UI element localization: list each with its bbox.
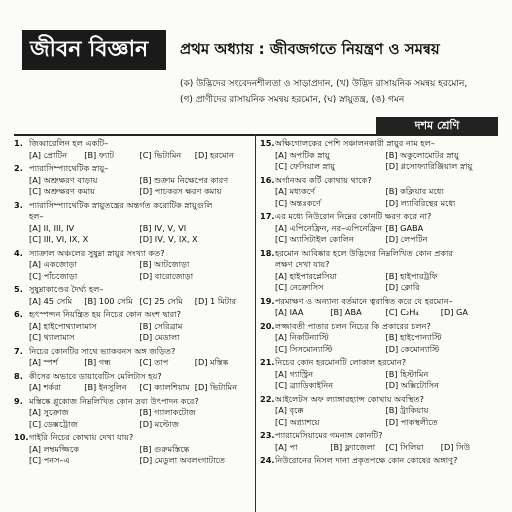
answer-option: [D] মল্টোজ <box>139 418 180 429</box>
answer-option: [D] অক্সিটোসিন <box>385 380 440 390</box>
answer-option: [B] ইনসুলিন <box>84 382 127 392</box>
question-text: জিব্বারেলিন হল একটি– <box>29 138 109 148</box>
answer-option: [A] IAA <box>275 307 304 317</box>
question-number: 2. <box>14 163 23 173</box>
answer-option: [D] মস্তিষ্ক <box>194 357 229 367</box>
question-text: এর মধ্যে নিউরোন নিম্নের কোনটি ক্ষরণ করে না? <box>275 211 432 221</box>
answer-option: [C] 25 সেমি <box>139 295 183 306</box>
question-number: 15. <box>260 138 275 148</box>
answer-option: [B] হাইপারট্রফি <box>385 270 438 281</box>
answer-options <box>14 357 250 369</box>
answer-option: [B] শুক্রাম নিক্ষেপের কারণ <box>139 174 229 185</box>
answer-option: [A] প্রোটিন <box>29 149 68 160</box>
question-text: আইলেটস অফ ল্যাঙ্গারহ্যান্স কোথায় অবস্থিত? <box>275 393 425 404</box>
answer-option: [A] 45 সেমি <box>29 295 73 306</box>
answer-option: [C] ক্যালশিয়াম <box>139 382 190 392</box>
question-text: প্যারাসিম্প্যাথেটিক স্নায়ুতন্ত্রের অন্তর্গত করোটিক স্নায়ুগুলি <box>29 199 213 210</box>
question-number: 3. <box>14 199 23 210</box>
question-row <box>14 309 250 321</box>
question-item <box>260 175 496 210</box>
question-text: অর্গানঅব কর্টি কোথায় থাকে? <box>275 174 372 185</box>
answer-options <box>260 186 496 209</box>
question-number: 21. <box>260 357 275 367</box>
answer-option: [D] পাচকরস ক্ষরণ কমায় <box>139 186 222 196</box>
question-number: 9. <box>14 395 23 406</box>
answer-option: [A] লম্বমজ্জিকে <box>29 443 80 454</box>
answer-options <box>14 321 250 344</box>
question-text: হৃৎস্পন্দন নিয়ন্ত্রিত হয় নিচের কোন অংশ দ্বারা? <box>29 309 181 319</box>
question-item <box>260 357 496 392</box>
answer-option: [B] কক্লিয়ার মধ্যে <box>385 186 444 196</box>
question-row <box>14 200 250 212</box>
answer-options <box>14 296 250 308</box>
answer-option: [C] ডেক্সট্রোজ <box>29 418 78 429</box>
answer-options <box>260 307 496 319</box>
question-row <box>260 211 496 223</box>
question-row <box>14 371 250 383</box>
answer-option: [D] ল্যাবিরিন্থের মধ্যে <box>385 197 456 208</box>
answer-option: [C] অশ্রুক্ষরণ কমায় <box>29 186 95 196</box>
question-number: 20. <box>260 320 275 331</box>
question-row <box>14 284 250 296</box>
question-text: পরমাক্ষণ ও অন্যান্য বর্তমানে ত্বরান্বিত করে যে হরমোন– <box>275 295 453 306</box>
question-item <box>260 321 496 356</box>
question-number: 17. <box>260 211 275 221</box>
question-number: 18. <box>260 247 275 258</box>
answer-options <box>14 150 250 162</box>
header-rule <box>14 134 498 136</box>
answer-option: [A] একজোড়া <box>29 259 77 269</box>
answer-option: [B] ফ্ল্যাজেলা <box>330 441 376 452</box>
answer-option: [A] অপটিক স্নায়ু <box>275 149 330 160</box>
subtopic-line: (গ) প্রাণীদের রাসায়নিক সমন্বয় হরমোন, (ঘ) স্নায়ুতন্ত্র, (ঙ) গমন <box>180 95 405 105</box>
answer-option: [D] মেডুলা অবলংগাটাতে <box>139 455 226 465</box>
answer-option: [A] হাইপারপ্লেসিয়া <box>275 270 337 281</box>
answer-option: [A] এপিনেফ্রিন, নর–এপিনেফ্রিন <box>275 222 383 233</box>
answer-option: [A] পা <box>275 441 298 452</box>
right-question-column <box>260 138 496 469</box>
answer-option: [A] নিকটিন্যাস্টি <box>275 332 329 342</box>
answer-options <box>14 382 250 394</box>
answer-option: [A] স্পর্শ <box>29 357 58 367</box>
question-text: গাইরি নিচের কোথায় দেখা যায়? <box>29 432 134 442</box>
answer-option: [C] নেক্রোসিস <box>275 282 324 292</box>
answer-option: [D] কেমোন্যাস্টি <box>385 343 440 354</box>
answer-option: [D] IV, V, IX, X <box>139 234 198 244</box>
answer-option: [D] হরমোন <box>194 149 234 160</box>
question-item <box>260 430 496 453</box>
answer-option: [B] ABA <box>330 307 362 317</box>
question-number: 7. <box>14 345 23 356</box>
question-text: সুষুম্নাকাণ্ডের দৈর্ঘ্য হল– <box>29 284 104 294</box>
answer-option: [B] সেরিব্রাম <box>139 320 183 331</box>
question-text: স্যাক্রাল অঞ্চলের সুষুম্না স্নায়ুর সংখ্যা কত? <box>29 247 165 258</box>
question-row <box>14 138 250 150</box>
question-row <box>14 396 250 408</box>
question-number: 4. <box>14 247 23 258</box>
question-row <box>14 346 250 358</box>
answer-options <box>14 407 250 430</box>
answer-option: [B] GABA <box>385 222 424 233</box>
question-item <box>260 211 496 246</box>
answer-option: [D] GA <box>440 307 468 317</box>
answer-option: [B] আটজোড়া <box>139 259 190 269</box>
answer-option: [A] হাইপোথ্যালামাস <box>29 320 97 331</box>
question-number: 8. <box>14 370 23 381</box>
answer-option: [C] ব্র্যাডিকাইনিন <box>275 380 334 390</box>
question-number: 23. <box>260 430 275 440</box>
answer-options <box>260 332 496 355</box>
question-row <box>14 163 250 175</box>
question-row <box>260 175 496 187</box>
answer-option: [D] লেপটিন <box>385 234 428 244</box>
question-text: প্যারামেসিয়ামের গমনাঙ্গ কোনটি? <box>275 430 383 440</box>
answer-option: [C] ভিটামিন <box>139 149 182 160</box>
answer-option: [C] থ্যালামাস <box>29 332 75 342</box>
question-number: 5. <box>14 284 23 294</box>
answer-option: [C] পনস–এ <box>29 455 70 465</box>
question-number: 24. <box>260 455 275 465</box>
answer-options <box>260 223 496 246</box>
class-badge: দশম শ্রেণি <box>376 117 498 135</box>
question-item <box>14 200 250 246</box>
answer-option: [D] সিউ <box>440 441 471 452</box>
question-text: নিউরোনের নিসল দানা প্রকৃতপক্ষে কোন কোষের অঙ্গাণু? <box>275 455 458 465</box>
answer-option: [C] সিসমোন্যাস্টি <box>275 343 333 354</box>
answer-option: [A] বৃক্কে <box>275 405 304 415</box>
question-text: নিচের কোনটির সাথে ভ্যাকবনস অঙ্গ জড়িত? <box>29 345 176 356</box>
question-number: 1. <box>14 138 23 148</box>
question-row <box>260 138 496 150</box>
answer-options <box>14 259 250 282</box>
question-item <box>14 396 250 431</box>
answer-option: [A] শর্করা <box>29 382 62 392</box>
question-item <box>14 346 250 369</box>
answer-option: [D] বারোজোড়া <box>139 270 194 281</box>
answer-option: [C] সিলিয়া <box>385 441 424 452</box>
question-text: নিচের কোন হরমোনটি লোকাল হরমোন? <box>275 357 407 367</box>
column-divider <box>255 134 256 512</box>
question-item <box>260 455 496 467</box>
question-item <box>260 296 496 319</box>
question-text: প্যারাসিম্প্যাথেটিক স্নায়ু– <box>29 163 109 173</box>
answer-option: [B] ফ্যাট <box>84 149 115 160</box>
answer-option: [B] গ্যালাকটোজ <box>139 407 196 417</box>
question-row <box>260 248 496 260</box>
answer-option: [C] তাপ <box>139 357 169 367</box>
question-item <box>14 163 250 198</box>
question-row <box>260 430 496 442</box>
question-row <box>260 357 496 369</box>
question-item <box>14 248 250 283</box>
answer-option: [A] II, III, IV <box>29 222 75 233</box>
answer-options <box>14 223 250 246</box>
answer-option: [B] অকুলোমোটর স্নায়ু <box>385 149 459 160</box>
question-row <box>260 455 496 467</box>
question-item <box>14 138 250 161</box>
question-text-continued: হল– <box>29 211 44 221</box>
chapter-title: প্রথম অধ্যায় : জীবজগতে নিয়ন্ত্রণ ও সমন্বয় <box>180 40 440 58</box>
answer-option: [B] IV, V, VI <box>139 222 187 233</box>
answer-option: [C] পাঁচজোড়া <box>29 270 78 281</box>
answer-options <box>260 442 496 454</box>
question-row <box>260 296 496 308</box>
answer-options <box>260 369 496 392</box>
question-row <box>14 248 250 260</box>
question-item <box>260 394 496 429</box>
answer-option: [A] অশ্রুক্ষরণ বাড়ায় <box>29 174 98 185</box>
question-row <box>260 321 496 333</box>
answer-option: [C] অ্যাসিটাইল কোলিন <box>275 234 354 244</box>
question-number: 10. <box>14 432 29 442</box>
question-number: 19. <box>260 295 275 306</box>
answer-options <box>260 150 496 173</box>
answer-option: [C] ফেসিয়াল স্নায়ু <box>275 161 336 171</box>
question-item <box>14 309 250 344</box>
answer-option: [D] ভিটামিন <box>194 382 238 392</box>
question-item <box>260 248 496 294</box>
question-item <box>14 284 250 307</box>
answer-option: [B] হিস্টামিন <box>385 368 429 379</box>
answer-option: [A] সুক্রোজ <box>29 407 69 417</box>
answer-option: [D] গ্লসোফ্যারিঞ্জিয়াল স্নায়ু <box>385 161 473 171</box>
left-question-column <box>14 138 250 469</box>
answer-option: [A] গ্যাস্ট্রিন <box>275 368 314 379</box>
answer-option: [B] 100 সেমি <box>84 295 133 306</box>
answer-option: [C] C₂H₄ <box>385 307 419 317</box>
question-text: লজ্জাবতী পাতার চলন নিচের কি প্রকারের চলন? <box>275 320 431 331</box>
question-text: হরমোন আবিষ্কার হলে উদ্ভিদের নিম্নলিখিত কোন প্রকার <box>275 247 453 258</box>
answer-option: [C] অগ্ন্যাশয়ে <box>275 416 320 427</box>
question-number: 22. <box>260 393 275 404</box>
question-text-continued: লক্ষণ দেখা যায়? <box>275 259 330 269</box>
answer-options <box>260 271 496 294</box>
question-item <box>14 371 250 394</box>
answer-options <box>14 444 250 467</box>
answer-option: [B] হাইপোন্যাস্টি <box>385 332 442 342</box>
question-row <box>260 394 496 406</box>
answer-option: [B] ট্রাকিয়ায় <box>385 405 429 415</box>
question-row <box>14 432 250 444</box>
answer-option: [C] III, VI, IX, X <box>29 234 89 244</box>
question-text: অক্ষিগোলকের পেশি সঞ্চালনকারী স্নায়ুর নাম হল– <box>275 138 435 148</box>
answer-option: [B] গুরুমস্তিষ্কে <box>139 443 190 454</box>
question-item <box>260 138 496 173</box>
answer-option: [D] ক্লোরি <box>385 282 420 292</box>
question-text: মস্তিষ্কে গ্লুকোজ নিম্নলিখিত কোন দ্রব্য উৎপাদন করে? <box>29 395 199 406</box>
question-text: কীসের অভাবে ডায়াবেটিস মেলিটাস হয়? <box>29 370 162 381</box>
question-row <box>260 259 496 271</box>
answer-option: [D] পাকস্থলীতে <box>385 416 438 427</box>
question-row <box>14 211 250 223</box>
question-item <box>14 432 250 467</box>
answer-option: [D] 1 মিটার <box>194 295 237 306</box>
answer-option: [B] গন্ধ <box>84 357 111 367</box>
subtopic-line: (ক) উদ্ভিদের সংবেদনশীলতা ও সাড়াপ্রদান, (খ) উদ্ভিদ রাসায়নিক সমন্বয় হরমোন, <box>180 79 468 89</box>
answer-option: [D] মেডালা <box>139 332 180 342</box>
question-number: 16. <box>260 174 275 185</box>
answer-options <box>260 405 496 428</box>
question-number: 6. <box>14 309 23 319</box>
subject-banner: জীবন বিজ্ঞান <box>22 30 166 70</box>
subtopic-list <box>180 76 500 108</box>
answer-options <box>14 175 250 198</box>
answer-option: [C] অন্তঃকর্ণে <box>275 197 321 208</box>
answer-option: [A] মধ্যকর্ণে <box>275 186 316 196</box>
